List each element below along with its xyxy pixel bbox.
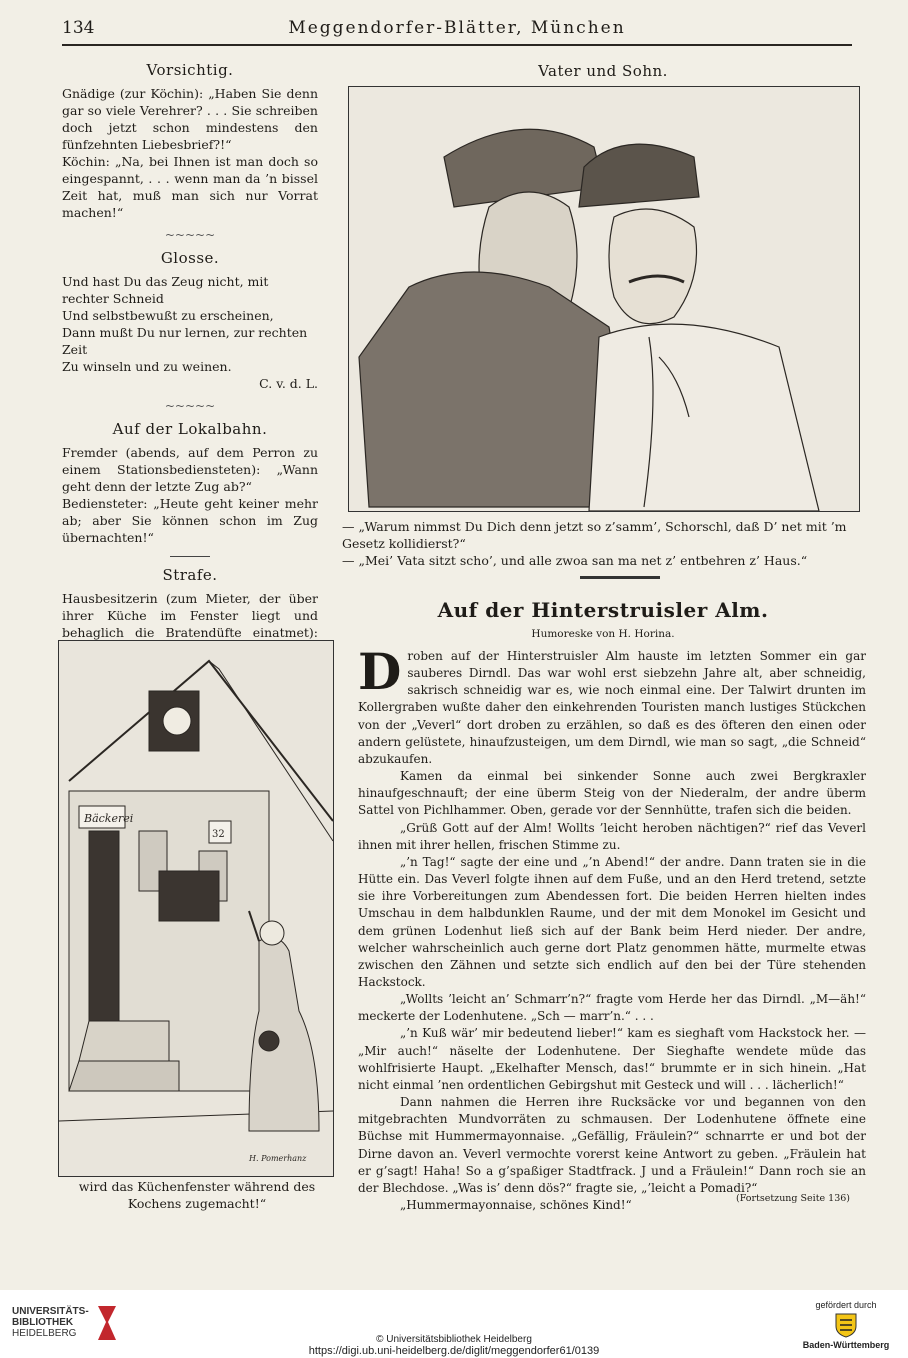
vater-title: Vater und Sohn. (538, 62, 668, 80)
story-title: Auf der Hinterstruisler Alm. (437, 598, 769, 622)
state-coat-of-arms-icon (833, 1312, 859, 1338)
bakery-sign: Bäckerei (84, 812, 134, 825)
vorsichtig-line: Köchin: „Na, bei Ihnen ist man doch so eingespannt, . . . wenn man da ’n bissel Zeit hat, muß man sich nur Vorrat machen!“ (62, 154, 318, 220)
logo-line: UNIVERSITÄTS- (12, 1306, 89, 1317)
funding-logo (796, 1300, 896, 1350)
glosse-line: Dann mußt Du nur lernen, zur rechten Zeit (62, 325, 308, 357)
left-column (62, 62, 318, 675)
glosse-signature: C. v. d. L. (259, 376, 318, 391)
two-men-drawing (349, 87, 859, 511)
drop-cap: D (358, 642, 402, 701)
vater-caption-line: — „Warum nimmst Du Dich denn jetzt so z’samm’, Schorschl, daß D’ net mit ’m Gesetz kollidierst?“ (342, 519, 847, 551)
story-paragraph: „Grüß Gott auf der Alm! Wollts ’leicht heroben nächtigen?“ rief das Veverl ihnen mit ihrer hellen, frischen Stimme zu. (358, 820, 866, 852)
strafe-title: Strafe. (162, 566, 218, 584)
source-link[interactable]: https://digi.ub.uni-heidelberg.de/diglit/meggendorfer61/0139 (308, 1345, 600, 1357)
strafe-caption: wird das Küchenfenster während des Kochens zugemacht!“ (78, 1179, 316, 1211)
footer (0, 1290, 908, 1358)
story-byline: Humoreske von H. Horina. (531, 628, 675, 640)
lokalbahn-title: Auf der Lokalbahn. (112, 420, 268, 438)
page-header (62, 14, 852, 46)
glosse-line: Und selbstbewußt zu erscheinen, (62, 308, 274, 323)
divider (170, 556, 210, 557)
story-body (358, 642, 866, 1214)
page-number: 134 (62, 18, 95, 38)
logo-line: HEIDELBERG (12, 1328, 77, 1339)
artist-signature: H. Pomerhanz (249, 1154, 307, 1163)
story-paragraph: Dann nahmen die Herren ihre Rucksäcke vor und begannen von den mitgebrachten Mundvorräten zu schmausen. Der Lodenhutene öffnete eine Büchse mit Hummermayonnaise. „Gefällig, Fräulein?“ schnarrte er und bot der Dirne davon an. Veverl vermochte vorerst keine Antwort zu geben. „Fräulein hat er g’sagt! Haha! So a g’spaßiger Stadtfrack. J und a Fräulein!“ Dann roch sie an der Blechdose. „Was is’ denn dös?“ fragte sie, „’leicht a Pomadi?“ (358, 1095, 866, 1195)
lokalbahn-line: Bediensteter: „Heute geht keiner mehr ab; aber Sie können schon im Zug übernachten!“ (62, 496, 318, 545)
vorsichtig-line: Gnädige (zur Köchin): „Haben Sie denn gar so viele Verehrer? . . . Sie schreiben doch jetzt schon mindestens den fünfzehnten Liebesbrief?!“ (62, 86, 318, 152)
magazine-title: Meggendorfer-Blätter, München (288, 18, 626, 38)
strafe-text: Hausbesitzerin (zum Mieter, der über ihrer Küche im Fenster liegt und behaglich die Bratendüfte einatmet): (62, 591, 318, 640)
section-divider (580, 576, 660, 579)
ornament-divider: ~~~~~ (164, 228, 216, 242)
copyright-text: © Universitätsbibliothek Heidelberg (376, 1334, 532, 1345)
continuation-note: (Fortsetzung Seite 136) (736, 1193, 850, 1204)
story-paragraph: „’n Kuß wär’ mir bedeutend lieber!“ kam es sieghaft vom Hackstock her. — „Mir auch!“ näselte der Lodenhutene. Der Sieghafte wendete müde das wohlfrisierte Haupt. „Ekelhafter Mensch, das!“ brummte er in sich hinein. „Hat nicht einmal ’nen ordentlichen Gebirgshut mit Gesteck und will . . . lächerlich!“ (358, 1026, 866, 1092)
vater-caption-line: — „Mei’ Vata sitzt scho’, und alle zwoa san ma net z’ entbehren z’ Haus.“ (342, 553, 808, 568)
funded-by-text: gefördert durch (815, 1300, 877, 1310)
logo-line: BIBLIOTHEK (12, 1317, 74, 1328)
story-paragraph: Kamen da einmal bei sinkender Sonne auch zwei Bergkraxler hinaufgeschnauft; der eine überm Steig von der Niederalm, der andre überm Sattel von Pichlhammer. Oben, gerade vor der Sennhütte, trafen sich die beiden. (358, 769, 866, 818)
lokalbahn-line: Fremder (abends, auf dem Perron zu einem Stationsbediensteten): „Wann geht denn der letzte Zug ab?“ (62, 445, 318, 494)
story-paragraph (358, 642, 866, 768)
glosse-line: Zu winseln und zu weinen. (62, 359, 232, 374)
story-paragraph: „’n Tag!“ sagte der eine und „’n Abend!“ der andre. Dann traten sie in die Hütte ein. Das Veverl folgte ihnen auf dem Fuße, und an den Herd tretend, setzte sie ihre Vorbereitungen zum Abendessen fort. Die beiden Herren hielten indes Umschau in dem halbdunklen Raume, und der mit dem Monokel im Gesicht und dem grünen Lodenhut ließ sich auf der Bank beim Herd nieder. Der andre, welcher wahrscheinlich auch gerne dort Platz genommen hätte, murmelte etwas zwischen den Zähnen und setzte sich endlich auf den bei der Türe stehenden Hackstock. (358, 854, 866, 989)
story-paragraph: „Hummermayonnaise, schönes Kind!“ (400, 1198, 632, 1212)
vorsichtig-title: Vorsichtig. (146, 61, 234, 79)
house-scene-drawing (59, 641, 333, 1176)
strafe-illustration (58, 640, 334, 1177)
vater-caption (342, 518, 866, 569)
house-number: 32 (212, 829, 225, 840)
glosse-title: Glosse. (160, 249, 220, 267)
state-name: Baden-Württemberg (802, 1340, 890, 1350)
story-paragraph: „Wollts ’leicht an’ Schmarr’n?“ fragte vom Herde her das Dirndl. „M—äh!“ meckerte der Lodenhutene. „Sch — marr’n.“ . . . (358, 992, 866, 1024)
vater-illustration (348, 86, 860, 512)
ornament-divider: ~~~~~ (164, 399, 216, 413)
glosse-line: Und hast Du das Zeug nicht, mit rechter Schneid (62, 274, 269, 306)
story-paragraph-text: roben auf der Hinterstruisler Alm hauste im letzten Sommer ein gar sauberes Dirndl. Das war wohl erst siebzehn Jahre alt, aber schneidig, sakrisch schneidig war es, wie noch einmal eine. Der Talwirt drunten im Kollergraben wußte daher den einkehrenden Touristen manch lustiges Stückchen von der „Veverl“ dort droben zu erzählen, so daß es des öfteren den einen oder andern gelüstete, hinaufzusteigen, um dem Dirndl, wie man so sagt, „die Schneid“ abzukaufen. (358, 649, 866, 766)
